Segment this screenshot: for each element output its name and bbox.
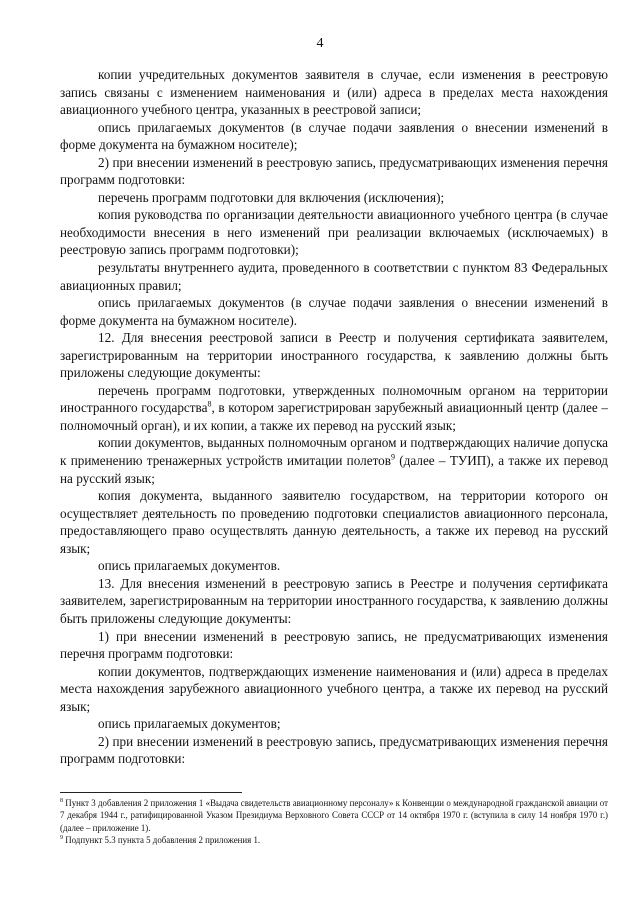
footnote-mark: 9	[60, 834, 63, 841]
paragraph	[60, 382, 608, 435]
paragraph	[60, 434, 608, 487]
document-body	[60, 66, 608, 768]
paragraph: опись прилагаемых документов (в случае подачи заявления о внесении изменений в форме документа на бумажном носителе);	[60, 119, 608, 153]
paragraph-text: (далее – ТУИП), а также их перевод на русский язык;	[60, 453, 608, 486]
page-number: 4	[316, 36, 324, 51]
paragraph: 13. Для внесения изменений в реестровую запись в Реестре и получения сертификата заявителем, зарегистрированным на территории иностранного государства, к заявлению должны быть приложены следующие документы:	[60, 575, 608, 626]
footnote-text: Подпункт 5.3 пункта 5 добавления 2 приложения 1.	[63, 834, 261, 845]
paragraph: 2) при внесении изменений в реестровую запись, предусматривающих изменения перечня программ подготовки:	[60, 154, 608, 188]
paragraph: 1) при внесении изменений в реестровую запись, не предусматривающих изменения перечня программ подготовки:	[60, 628, 608, 662]
paragraph: копия документа, выданного заявителю государством, на территории которого он осуществляет деятельность по проведению подготовки специалистов авиационного персонала, предоставляющего право осуществлять данную деятельность, а также их перевод на русский язык;	[60, 488, 608, 556]
footnote-text: Пункт 3 добавления 2 приложения 1 «Выдача свидетельств авиационному персоналу» к Конвенции о международной гражданской авиации от 7 декабря 1944 г., ратифицированной Указом Президиума Верховного Совета СССР от 14 октября 1970 г. (вступила в силу 14 ноября 1970 г.) (далее – приложение 1).	[60, 798, 608, 833]
paragraph: опись прилагаемых документов (в случае подачи заявления о внесении изменений в форме документа на бумажном носителе).	[60, 295, 608, 328]
paragraph: результаты внутреннего аудита, проведенного в соответствии с пунктом 83 Федеральных авиационных правил;	[60, 260, 608, 293]
paragraph: 2) при внесении изменений в реестровую запись, предусматривающих изменения перечня программ подготовки:	[60, 733, 608, 767]
paragraph: копии учредительных документов заявителя в случае, если изменения в реестровую запись связаны с изменением наименования и (или) адреса в пределах места нахождения авиационного учебного центра, указанных в реестровой записи;	[60, 67, 608, 118]
footnote	[60, 834, 608, 846]
paragraph: опись прилагаемых документов;	[98, 716, 281, 732]
paragraph: опись прилагаемых документов.	[98, 558, 281, 574]
footnote	[60, 797, 608, 834]
paragraph: 12. Для внесения реестровой записи в Реестр и получения сертификата заявителем, зарегистрированным на территории иностранного государства, к заявлению должны быть приложены следующие документы:	[60, 330, 608, 381]
paragraph-text: перечень программ подготовки, утвержденных полномочным органом на территории иностранного государства	[60, 382, 608, 416]
paragraph-text: , в котором зарегистрирован зарубежный авиационный центр (далее – полномочный орган), и их копии, а также их перевод на русский язык;	[60, 400, 608, 433]
footnote-ref: 9	[391, 452, 395, 462]
paragraph: копии документов, подтверждающих изменение наименования и (или) адреса в пределах места нахождения зарубежного авиационного учебного центра, а также их перевод на русский язык;	[60, 663, 608, 714]
footnotes	[60, 797, 608, 846]
paragraph-text: копии документов, выданных полномочным органом и подтверждающих наличие допуска к применению тренажерных устройств имитации полетов	[60, 435, 608, 469]
footnote-mark: 8	[60, 798, 63, 805]
footnote-ref: 8	[207, 400, 212, 409]
paragraph: копия руководства по организации деятельности авиационного учебного центра (в случае необходимости внесения в него изменений при реализации включаемых (исключаемых) в реестровую запись программ подготовки);	[60, 207, 608, 258]
footnote-divider	[60, 792, 242, 793]
paragraph: перечень программ подготовки для включения (исключения);	[98, 189, 445, 205]
